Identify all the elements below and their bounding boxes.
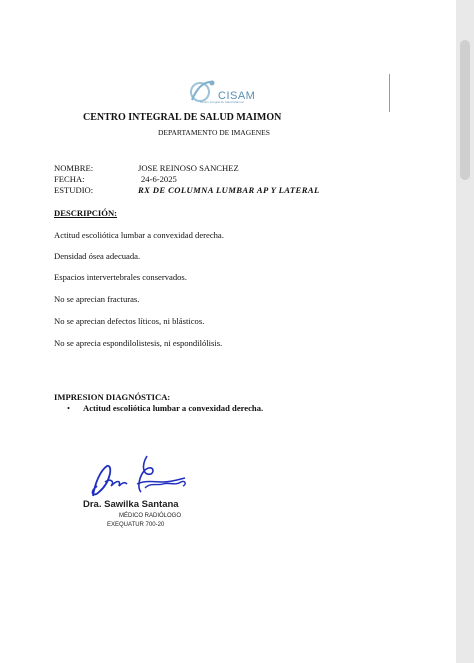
patient-name: JOSE REINOSO SANCHEZ	[138, 163, 239, 173]
finding-line: Espacios intervertebrales conservados.	[54, 272, 187, 282]
logo-brand: CISAM	[218, 90, 256, 102]
impression-heading: IMPRESION DIAGNÓSTICA:	[54, 392, 171, 402]
name-label: NOMBRE:	[54, 163, 94, 173]
finding-line: No se aprecian defectos líticos, ni blásticos.	[54, 316, 205, 326]
logo-tagline: Centro Integral de Salud Maimon	[200, 100, 245, 104]
study-label: ESTUDIO:	[54, 185, 94, 195]
department-name: DEPARTAMENTO DE IMAGENES	[158, 128, 270, 137]
scrollbar-thumb[interactable]	[460, 40, 470, 180]
study-date: 24-6-2025	[141, 174, 177, 184]
bullet-icon: •	[67, 403, 71, 413]
date-label: FECHA:	[54, 174, 85, 184]
signatory-role: MÉDICO RADIÓLOGO	[119, 513, 182, 519]
finding-line: Densidad ósea adecuada.	[54, 251, 141, 261]
signatory-exequatur: EXEQUATUR 700-20	[107, 522, 165, 528]
study-name: RX DE COLUMNA LUMBAR AP Y LATERAL	[138, 185, 320, 195]
description-heading: DESCRIPCIÓN:	[54, 208, 118, 218]
finding-line: Actitud escoliótica lumbar a convexidad derecha.	[54, 230, 224, 240]
handwritten-signature	[85, 452, 195, 500]
document-title: CENTRO INTEGRAL DE SALUD MAIMON	[83, 112, 282, 123]
signatory-name: Dra. Sawilka Santana	[83, 499, 179, 510]
impression-item: Actitud escoliótica lumbar a convexidad derecha.	[83, 403, 264, 413]
finding-line: No se aprecia espondilolistesis, ni espondilólisis.	[54, 338, 223, 348]
margin-marker	[389, 74, 390, 112]
finding-line: No se aprecian fracturas.	[54, 294, 140, 304]
